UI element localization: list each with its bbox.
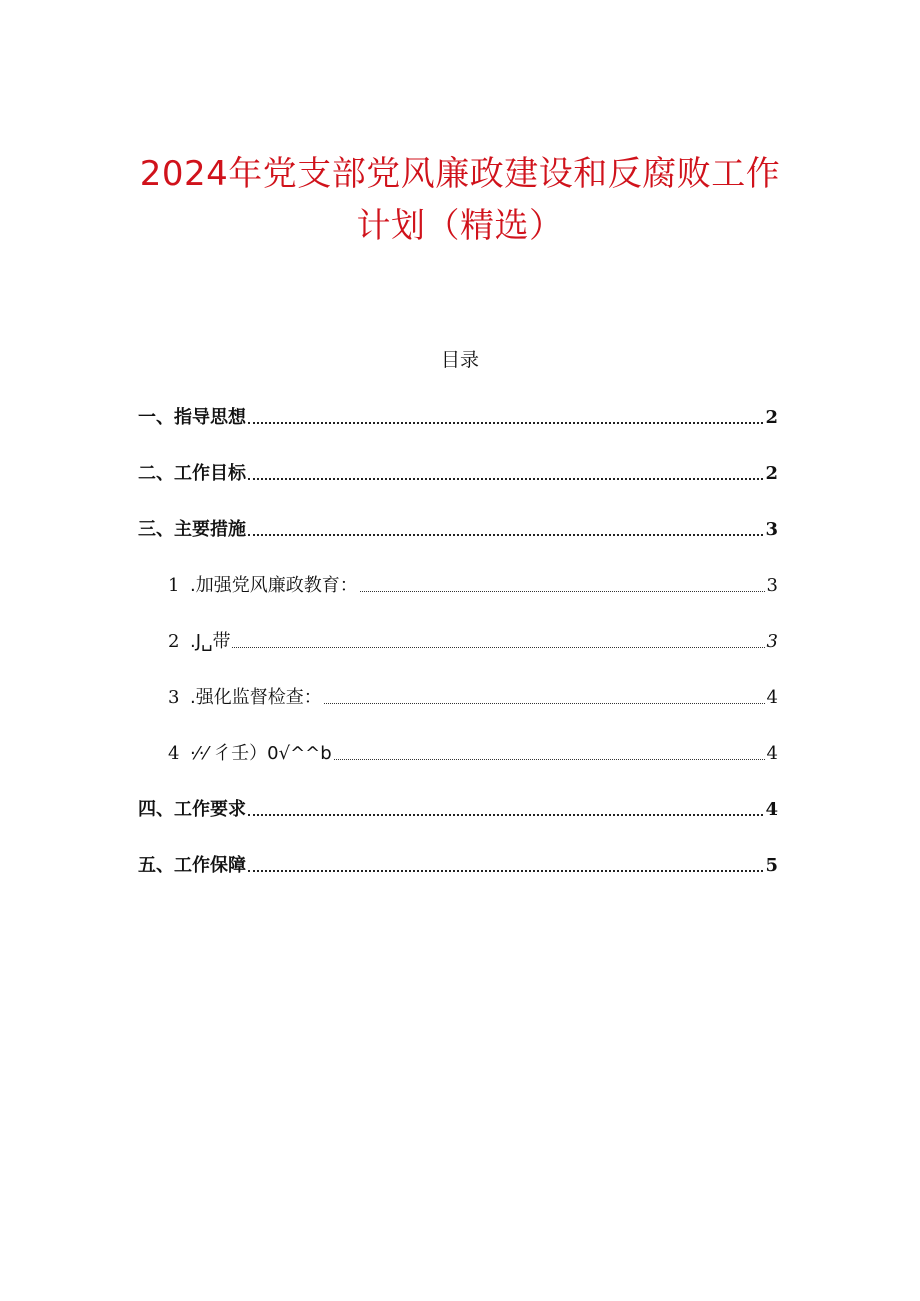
toc-leader-dots [334,759,765,760]
toc-page-number: 4 [765,799,778,820]
toc-page-number: 2 [765,463,778,484]
toc-page-number: 2 [765,407,778,428]
toc-subentry-4[interactable] [138,740,778,766]
toc-subentry-1[interactable] [138,572,778,598]
toc-entry-label: 一、指导思想 [138,407,246,428]
toc-leader-dots [248,422,763,424]
toc-leader-dots [248,478,763,480]
toc-leader-dots [248,534,763,536]
toc-page-number: 3 [766,575,778,596]
toc-entry-work-goals[interactable] [138,460,778,486]
toc-subentry-text: .加强党风廉政教育： [190,575,358,596]
toc-entry-label: 五、工作保障 [138,855,246,876]
toc-entry-main-measures[interactable] [138,516,778,542]
toc-leader-dots [324,703,765,704]
document-title-line1: 2024年党支部党风廉政建设和反腐败工作 [139,154,781,194]
toc-entry-label [138,742,332,766]
toc-subentry-number: 1 [168,575,180,596]
toc-subentry-text: .J␣带 [190,631,231,652]
toc-entry-label [138,686,322,710]
toc-subentry-2[interactable] [138,628,778,654]
toc-entry-label [138,630,230,654]
toc-page-number: 5 [765,855,778,876]
toc-subentry-3[interactable] [138,684,778,710]
toc-entry-work-guarantee[interactable] [138,852,778,878]
toc-page-number: 3 [766,631,778,652]
toc-leader-dots [360,591,765,592]
toc-subentry-number: 4 [168,743,180,764]
toc-heading: 目录 [440,349,479,371]
toc-entry-label [138,574,358,598]
document-title-line2: 计划（精选） [356,206,564,246]
toc-leader-dots [232,647,764,648]
toc-subentry-text: .强化监督检查： [190,687,322,708]
toc-page-number: 4 [766,687,778,708]
toc-subentry-text: ·⁄·⁄ 彳壬）0√^^b [190,743,332,764]
toc-entry-label: 二、工作目标 [138,463,246,484]
toc-entry-guiding-ideology[interactable] [138,404,778,430]
toc-entry-work-requirements[interactable] [138,796,778,822]
toc-page-number: 4 [766,743,778,764]
toc-entry-label: 三、主要措施 [138,519,246,540]
toc-page-number: 3 [765,519,778,540]
toc-leader-dots [248,814,763,816]
toc-subentry-number: 2 [168,631,180,652]
toc-subentry-number: 3 [168,687,180,708]
toc-leader-dots [248,870,763,872]
toc-entry-label: 四、工作要求 [138,799,246,820]
